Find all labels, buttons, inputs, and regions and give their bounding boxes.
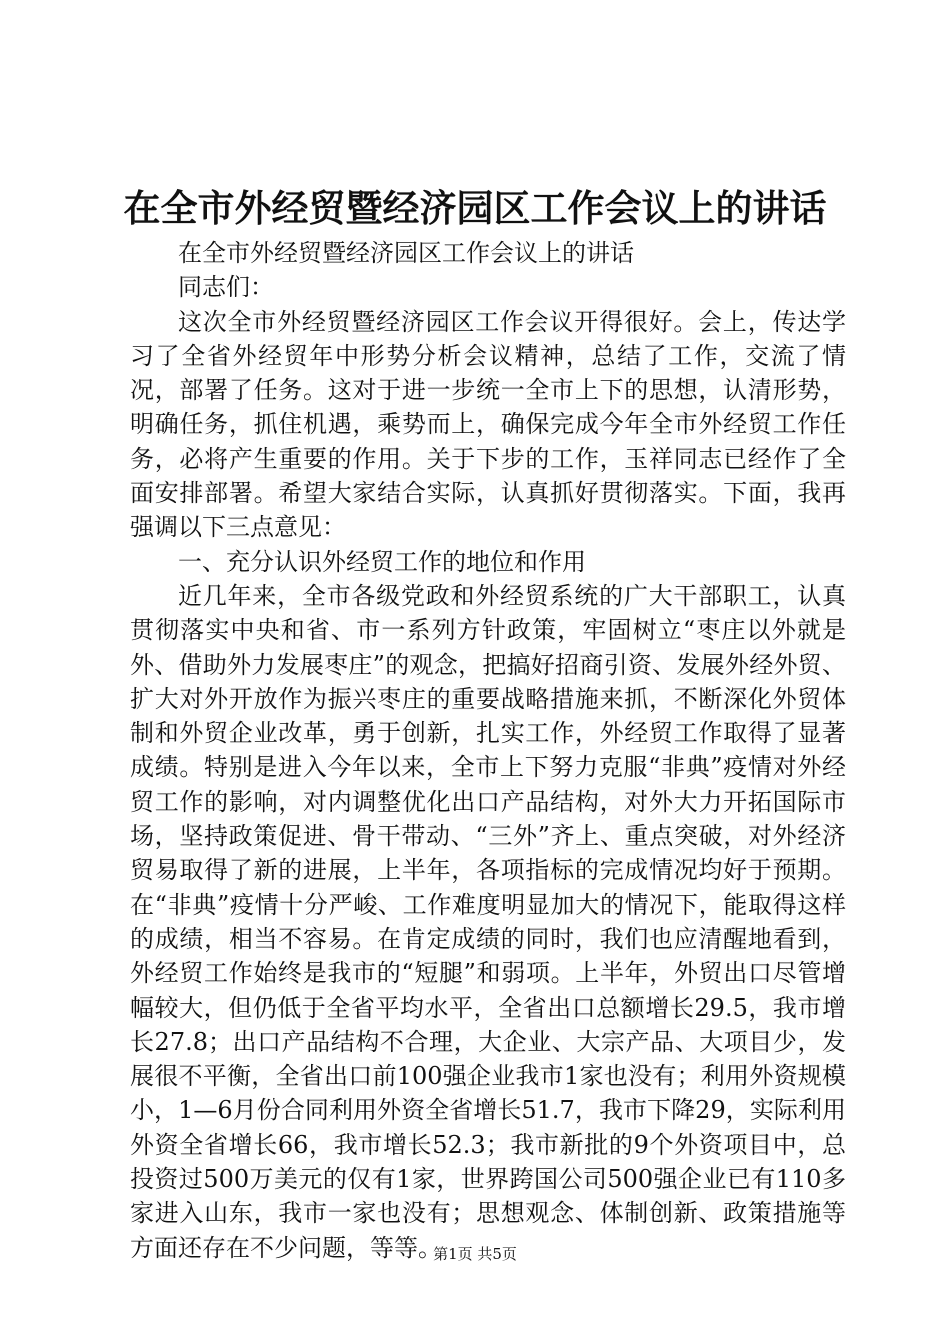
- intro-paragraph: 这次全市外经贸暨经济园区工作会议开得很好。会上，传达学习了全省外经贸年中形势分析会议精神，总结了工作，交流了情况，部署了任务。这对于进一步统一全市上下的思想，认清形势，明确任务，抓住机遇，乘势而上，确保完成今年全市外经贸工作任务，必将产生重要的作用。关于下步的工作，玉祥同志已经作了全面安排部署。希望大家结合实际，认真抓好贯彻落实。下面，我再强调以下三点意见：: [130, 307, 846, 542]
- body-paragraph: 近几年来，全市各级党政和外经贸系统的广大干部职工，认真贯彻落实中央和省、市一系列方针政策，牢固树立“枣庄以外就是外、借助外力发展枣庄”的观念，把搞好招商引资、发展外经外贸、扩大对外开放作为振兴枣庄的重要战略措施来抓，不断深化外贸体制和外贸企业改革，勇于创新，扎实工作，外经贸工作取得了显著成绩。特别是进入今年以来，全市上下努力克服“非典”疫情对外经贸工作的影响，对内调整优化出口产品结构，对外大力开拓国际市场，坚持政策促进、骨干带动、“三外”齐上、重点突破，对外经济贸易取得了新的进展，上半年，各项指标的完成情况均好于预期。在“非典”疫情十分严峻、工作难度明显加大的情况下，能取得这样的成绩，相当不容易。在肯定成绩的同时，我们也应清醒地看到，外经贸工作始终是我市的“短腿”和弱项。上半年，外贸出口尽管增幅较大，但仍低于全省平均水平，全省出口总额增长29.5，我市增长27.8；出口产品结构不合理，大企业、大宗产品、大项目少，发展很不平衡，全省出口前100强企业我市1家也没有；利用外资规模小，1—6月份合同利用外资全省增长51.7，我市下降29，实际利用外资全省增长66，我市增长52.3；我市新批的9个外资项目中，总投资过500万美元的仅有1家，世界跨国公司500强企业已有110多家进入山东，我市一家也没有；思想观念、体制创新、政策措施等方面还存在不少问题，等等。: [130, 581, 846, 1262]
- document-title: 在全市外经贸暨经济园区工作会议上的讲话: [123, 186, 827, 230]
- subtitle-paragraph: 在全市外经贸暨经济园区工作会议上的讲话: [178, 239, 634, 267]
- salutation-paragraph: 同志们：: [178, 273, 274, 302]
- page-number-footer: 第1页 共5页: [433, 1245, 517, 1263]
- document-body: [130, 236, 846, 1265]
- section-heading: 一、充分认识外经贸工作的地位和作用: [178, 547, 586, 576]
